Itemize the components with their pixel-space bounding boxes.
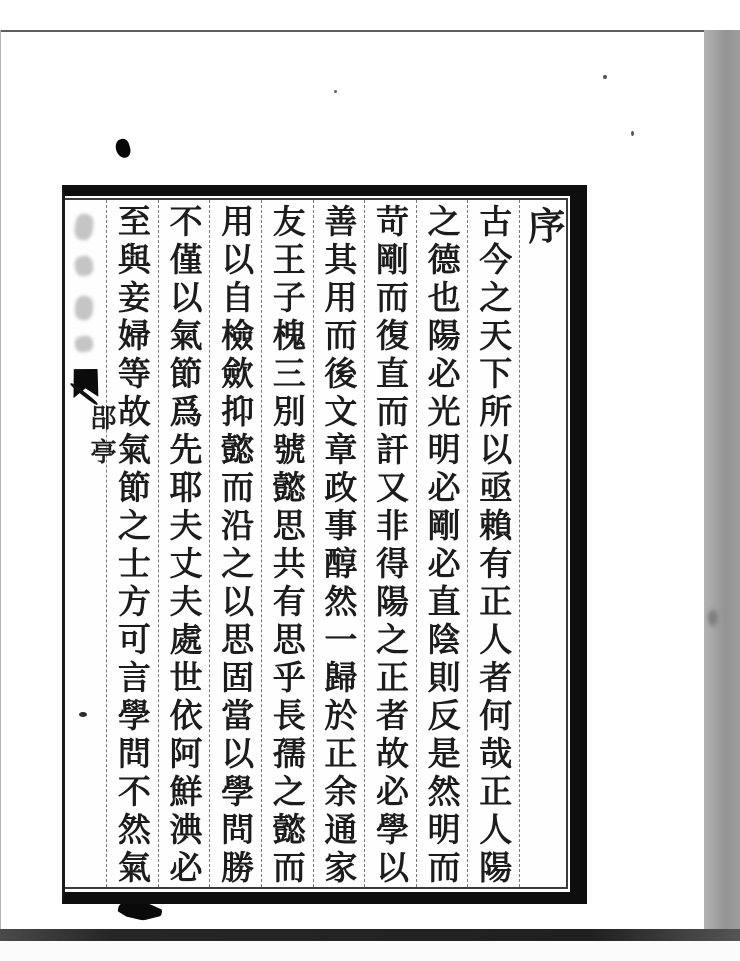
text-column-4: [314, 200, 366, 887]
column-text: 友王子槐三別號懿思共有思乎長孺之懿而: [267, 204, 307, 888]
column-text: 之德也陽必光明必剛必直陰則反是然明而: [422, 204, 462, 888]
bleed-through-mark: [73, 213, 94, 241]
text-column-7: [159, 200, 211, 887]
column-text: 善其用而後文章政事醇然一歸於正余通家: [319, 204, 359, 888]
scan-margin-bottom: [0, 941, 740, 961]
bleed-through-mark: [74, 295, 94, 320]
scanner-strip-right: [704, 30, 740, 929]
ink-speck: [631, 131, 634, 136]
column-text: 至與妾婦等故氣節之士方可言學問不然氣: [112, 204, 152, 888]
text-column-5: [262, 200, 314, 887]
text-block-inner-frame: [65, 198, 568, 889]
scan-edge-top-line: [0, 30, 706, 32]
ink-speck: [334, 90, 337, 93]
column-text: 古今之天下所以亟賴有正人者何哉正人陽: [474, 204, 514, 888]
text-column-1: [468, 200, 520, 887]
text-column-8: [107, 200, 159, 887]
text-column-2: [417, 200, 469, 887]
text-block-frame: [62, 185, 587, 904]
spine-title: 郘亭: [86, 404, 116, 472]
scanner-band-bottom: [0, 929, 740, 941]
scan-edge-left-line: [0, 30, 1, 929]
bleed-through-mark: [73, 255, 94, 278]
ink-blot-top-left: [114, 138, 132, 160]
ink-speck: [603, 75, 607, 79]
section-title-column: [520, 200, 566, 887]
section-title: 序: [520, 204, 568, 246]
spine-column: [65, 200, 116, 887]
column-text: 苛剛而復直而訐又非得陽之正者故必學以: [370, 204, 410, 888]
ink-speck: [79, 712, 87, 717]
column-text: 用以自檢歛抑懿而沿之以思固當以學問勝: [216, 204, 256, 888]
scanner-strip-smudge: [708, 610, 718, 626]
text-column-6: [210, 200, 262, 887]
bleed-through-mark: [74, 335, 94, 353]
text-column-3: [365, 200, 417, 887]
column-text: 不僅以氣節爲先耶夫丈夫處世依阿鮮淟必: [164, 204, 204, 888]
